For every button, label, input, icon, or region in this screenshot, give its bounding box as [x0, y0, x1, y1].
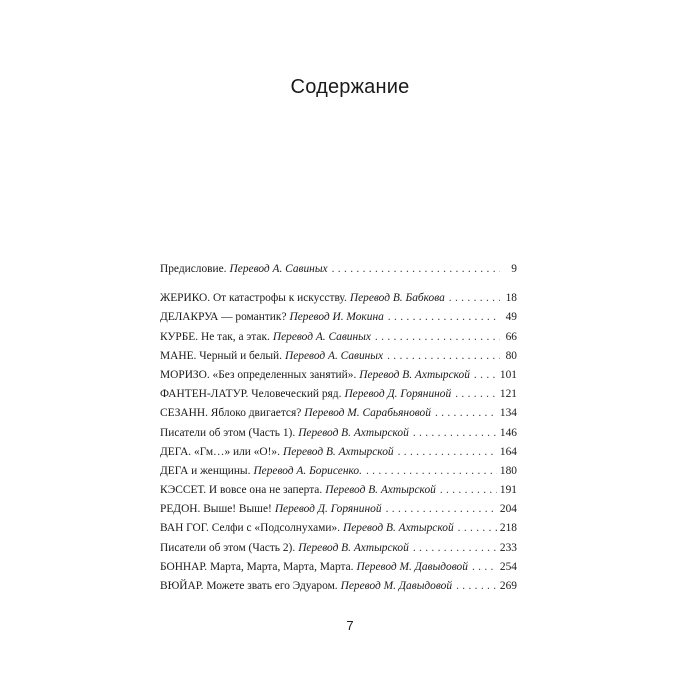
toc-entry-translator: Перевод М. Давыдовой: [356, 560, 468, 573]
toc-entry-page: 66: [505, 330, 517, 343]
toc-entry-page: 254: [499, 560, 517, 573]
toc-entry-title: Предисловие.: [160, 263, 227, 275]
toc-entry: [160, 385, 517, 404]
toc-entry-translator: Перевод А. Борисенко.: [253, 464, 362, 477]
toc-entry-title: КЭССЕТ. И вовсе она не заперта.: [160, 484, 323, 497]
dot-leader: [474, 366, 497, 385]
dot-leader: [375, 328, 500, 347]
dot-leader: [449, 289, 500, 308]
toc-entry-page: 218: [499, 522, 517, 535]
toc-entry-page: 121: [499, 388, 517, 401]
toc-entry: [160, 347, 517, 366]
toc-entry: [160, 481, 517, 500]
dot-leader: [472, 558, 497, 577]
dot-leader: [413, 539, 497, 558]
toc-entry-translator: Перевод В. Ахтырской: [343, 522, 454, 535]
toc-entry-title: РЕДОН. Выше! Выше!: [160, 503, 272, 516]
toc-entry-page: 49: [505, 311, 517, 324]
toc-entry-title: Писатели об этом (Часть 1).: [160, 426, 296, 439]
dot-leader: [458, 519, 497, 538]
toc-entry-page: 9: [511, 263, 517, 275]
toc-entry-translator: Перевод И. Мокина: [289, 311, 384, 324]
toc-entry-translator: Перевод Д. Горяниной: [274, 503, 382, 516]
toc-entry-title: БОННАР. Марта, Марта, Марта, Марта.: [160, 560, 354, 573]
dot-leader: [398, 443, 497, 462]
toc-entry: [160, 539, 517, 558]
dot-leader: [456, 577, 497, 596]
toc-entry-translator: Перевод М. Сарабьяновой: [304, 407, 431, 420]
toc-entry: [160, 462, 517, 481]
toc-entry-title: ВАН ГОГ. Селфи с «Подсолнухами».: [160, 522, 341, 535]
dot-leader: [332, 260, 500, 279]
toc-entry-translator: Перевод А. Савиных: [229, 263, 328, 275]
toc-entry-page: 80: [505, 349, 517, 362]
dot-leader: [387, 347, 500, 366]
toc-entry-title: МАНЕ. Черный и белый.: [160, 349, 283, 362]
toc-entry-title: КУРБЕ. Не так, а этак.: [160, 330, 270, 343]
toc-entry-translator: Перевод В. Ахтырской: [298, 541, 409, 554]
toc-entry-translator: Перевод В. Ахтырской: [325, 484, 436, 497]
dot-leader: [386, 500, 497, 519]
toc-entry-page: 101: [499, 368, 517, 381]
toc-entry-title: Писатели об этом (Часть 2).: [160, 541, 296, 554]
toc-entry: [160, 519, 517, 538]
toc-entry-translator: Перевод В. Ахтырской: [359, 368, 470, 381]
toc-entry-page: 134: [499, 407, 517, 420]
toc-entry-title: ВЮЙАР. Можете звать его Эдуаром.: [160, 580, 338, 592]
toc-entry: [160, 260, 517, 279]
table-of-contents: [160, 260, 517, 596]
toc-entry-page: 269: [499, 580, 517, 592]
dot-leader: [440, 481, 497, 500]
toc-entry: [160, 404, 517, 423]
toc-entry-page: 204: [499, 503, 517, 516]
toc-entry-page: 180: [499, 464, 517, 477]
toc-entry: [160, 366, 517, 385]
toc-entry: [160, 289, 517, 308]
toc-entry-translator: Перевод Д. Горяниной: [344, 388, 452, 401]
toc-entry-title: СЕЗАНН. Яблоко двигается?: [160, 407, 302, 420]
toc-entry-title: ЖЕРИКО. От катастрофы к искусству.: [160, 292, 347, 305]
dot-leader: [413, 424, 497, 443]
toc-entry: [160, 577, 517, 596]
dot-leader: [435, 404, 497, 423]
toc-entry-translator: Перевод В. Ахтырской: [282, 445, 394, 458]
toc-entry: [160, 308, 517, 327]
toc-entry-translator: Перевод М. Давыдовой: [340, 580, 453, 592]
dot-leader: [366, 462, 497, 481]
toc-entry-title: ДЕЛАКРУА — романтик?: [160, 311, 287, 324]
toc-entry-title: ДЕГА. «Гм…» или «О!».: [160, 445, 280, 458]
toc-entry-translator: Перевод А. Савиных: [272, 330, 371, 343]
toc-entry: [160, 500, 517, 519]
toc-entry-page: 18: [505, 292, 517, 305]
toc-entry-title: МОРИЗО. «Без определенных занятий».: [160, 368, 357, 381]
toc-entry-title: ФАНТЕН-ЛАТУР. Человеческий ряд.: [160, 388, 342, 401]
toc-entry-page: 233: [499, 541, 517, 554]
toc-entry: [160, 424, 517, 443]
toc-entry-page: 164: [499, 445, 517, 458]
toc-entry-translator: Перевод В. Бабкова: [349, 292, 445, 305]
toc-entry-page: 146: [499, 426, 517, 439]
toc-entry-translator: Перевод В. Ахтырской: [298, 426, 409, 439]
toc-entry-translator: Перевод А. Савиных: [285, 349, 384, 362]
toc-entry: [160, 328, 517, 347]
toc-entry: [160, 443, 517, 462]
toc-entry: [160, 558, 517, 577]
page-title: Содержание: [290, 76, 410, 98]
dot-leader: [455, 385, 497, 404]
page-number: 7: [346, 618, 354, 633]
toc-entry-title: ДЕГА и женщины.: [160, 464, 251, 477]
toc-entry-page: 191: [499, 484, 517, 497]
dot-leader: [388, 308, 500, 327]
